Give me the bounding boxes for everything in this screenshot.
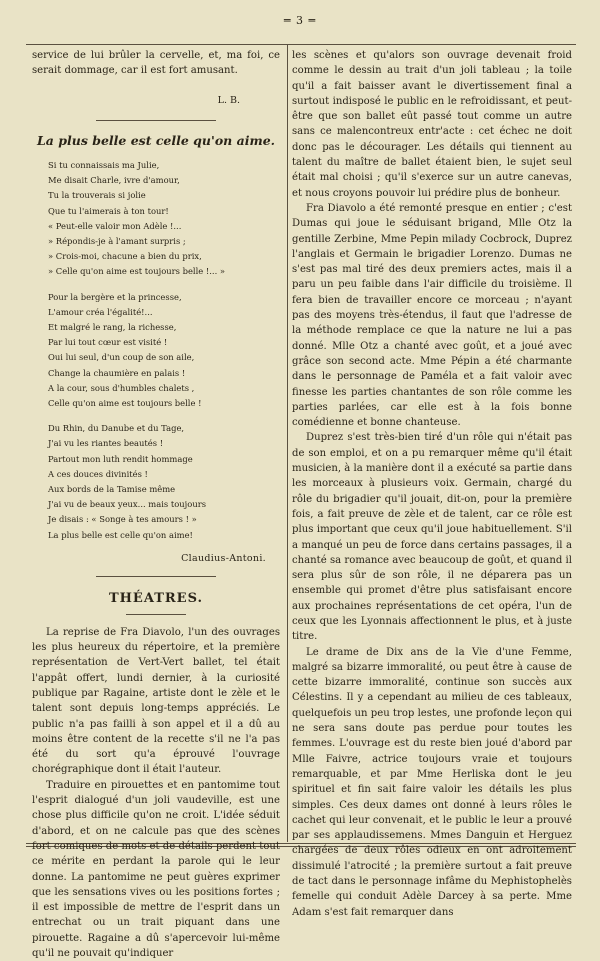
poem-stanza-1 — [48, 158, 280, 280]
article-paragraph: Traduire en pirouettes et en pantomime tout l'esprit dialogué d'un joli vaudeville, est une chose plus difficile qu'on ne croit. L'idée séduit d'abord, et on ne calcule pas que des scènes fort comiques de mots et de détails perdent tout ce mérite en perdant la parole qui le leur donne. La pantomime ne peut guères exprimer que les sensations vives ou les positions fortes ; il est impossible de mettre de l'esprit dans un entrechat ou un trait piquant dans une pirouette. Ragaine a dû s'apercevoir lui-même qu'il ne pouvait qu'indiquer — [32, 779, 280, 959]
poem-stanza-3 — [48, 421, 280, 543]
verse-line: Me disait Charle, ivre d'amour, — [48, 175, 180, 186]
verse-line: Et malgré le rang, la richesse, — [48, 321, 177, 332]
verse-line: Aux bords de la Tamise même — [48, 483, 176, 494]
verse-line: Tu la trouverais si jolie — [48, 190, 146, 201]
verse-line: La plus belle est celle qu'on aime! — [48, 529, 193, 540]
poem-title: La plus belle est celle qu'on aime. — [37, 132, 275, 148]
verse-line: Oui lui seul, d'un coup de son aile, — [48, 352, 195, 363]
separator-rule — [96, 576, 216, 577]
verse-line: Celle qu'on aime est toujours belle ! — [48, 397, 202, 408]
verse-line: « Peut-elle valoir mon Adèle !... — [48, 220, 182, 231]
verse-line: Si tu connaissais ma Julie, — [48, 159, 160, 170]
poem-signature: Claudius-Antoni. — [181, 552, 266, 564]
verse-line: A ces douces divinités ! — [48, 468, 148, 479]
verse-line: J'ai vu les riantes beautés ! — [48, 438, 164, 449]
verse-line: » Crois-moi, chacune a bien du prix, — [48, 251, 202, 262]
article-paragraph: Fra Diavolo a été remonté presque en entier ; c'est Dumas qui joue le séduisant brigand, Mlle Otz la gentille Zerbine, Mme Pepin milady Cocbrock, Duprez l'anglais et Germain le brigadier Lorenzo. Dumas ne s'est pas mal tiré des deux premiers actes, mais il a paru un peu faible dans l'air difficile du troisième. Il fera bien de travailler encore ce morceau ; n'ayant pas des moyens très-étendus, il faut que l'adresse de la méthode remplace ce que la nature ne lui a pas donné. Mlle Otz a chanté avec goût, et a joué avec grâce son second acte. Mme Pépin a été charmante dans le personnage de Paméla et a fait valoir avec finesse les parties chantantes de son rôle comme les parties parlées, car elle est à la fois bonne comédienne et bonne chanteuse. — [292, 202, 572, 429]
verse-line: A la cour, sous d'humbles chalets , — [48, 382, 195, 393]
poem-body — [48, 158, 280, 543]
left-column — [32, 48, 280, 961]
verse-line: Change la chaumière en palais ! — [48, 367, 186, 378]
article-paragraph: Le drame de Dix ans de la Vie d'une Femme, malgré sa bizarre immoralité, ou peut être à cause de cette bizarre immoralité, continue son succès aux Célestins. Il y a cependant au milieu de ces tableaux, quelquefois un peu trop lestes, une profonde leçon qui ne sera sans doute pas perdue pour toutes les femmes. L'ouvrage est du reste bien joué d'abord par Mlle Faivre, actrice toujours vraie et toujours remarquable, et par Mme Herliska dont le jeu spirituel et fin sait faire valoir les détails les plus simples. Ces deux dames ont donné à leurs rôles le cachet qui leur convenait, et le public le leur a prouvé par ses applaudissemens. Mmes Danguin et Herguez chargées de deux rôles odieux en ont adroitement dissimulé l'atrocité ; la première surtout a fait preuve de tact dans le personnage infâme du Mephistophelès femelle qui conduit Adèle Darcey à sa perte. Mme Adam s'est fait remarquer dans — [292, 646, 572, 918]
verse-line: Je disais : « Songe à tes amours ! » — [48, 514, 197, 525]
verse-line: L'amour créa l'égalité!... — [48, 306, 153, 317]
verse-line: J'ai vu de beaux yeux... mais toujours — [48, 499, 207, 510]
article-paragraph: La reprise de Fra Diavolo, l'un des ouvrages les plus heureux du répertoire, et la première représentation de Vert-Vert ballet, tel était l'appât offert, lundi dernier, à la curiosité publique par Ragaine, artiste dont le zèle et le talent sont depuis long-temps appréciés. Le public n'a pas failli à son appel et il a dû au moins être content de la recette s'il ne l'a pas été du sort qu'a éprouvé l'ouvrage chorégraphique dont il était l'auteur. — [32, 626, 280, 776]
page-number: ═ 3 ═ — [283, 14, 317, 27]
intro-signature: L. B. — [217, 94, 240, 106]
verse-line: Partout mon luth rendit hommage — [48, 453, 193, 464]
verse-line: » Celle qu'on aime est toujours belle !... » — [48, 266, 226, 277]
article-paragraph: Duprez s'est très-bien tiré d'un rôle qui n'était pas de son emploi, et on a pu remarquer même qu'il était musicien, à la manière dont il a exécuté sa partie dans les morceaux à plusieurs voix. Germain, chargé du rôle du brigadier qu'il jouait, dit-on, pour la première fois, a fait preuve de zèle et de talent, car ce rôle est plus important que ceux qu'il joue habituellement. S'il a manqué un peu de force dans certains passages, il a chanté sa romance avec beaucoup de goût, et quand il sera plus sûr de son rôle, il ne déparera pas un ensemble qui promet d'être plus satisfaisant encore aux prochaines représentations de cet opéra, l'un de ceux que les Lyonnais affectionnent le plus, et à juste titre. — [292, 432, 572, 643]
article-paragraph: les scènes et qu'alors son ouvrage devenait froid comme le dessin au trait d'un joli tableau ; la toile qu'il a fait baisser avant le divertissement final a surtout indisposé le public en le refroidissant, et peut-être que son ballet eût passé tout comme un autre sans ce malencontreux entr'acte : cet échec ne doit donc pas le décourager. Les détails qui tiennent au talent du maître de ballet étaient bien, le sujet seul était mal choisi ; qu'il s'exerce sur un autre canevas, et nous croyons pouvoir lui prédire plus de bonheur. — [292, 50, 572, 199]
column-divider — [287, 44, 288, 842]
title-underline — [126, 614, 186, 615]
poem-stanza-2 — [48, 290, 280, 412]
intro-paragraph: service de lui brûler la cervelle, et, ma foi, ce serait dommage, car il est fort amusant. — [32, 50, 280, 77]
verse-line: Par lui tout cœur est visité ! — [48, 337, 168, 348]
separator-rule — [96, 120, 216, 121]
verse-line: Que tu l'aimerais à ton tour! — [48, 205, 169, 216]
right-column — [292, 48, 572, 920]
verse-line: Du Rhin, du Danube et du Tage, — [48, 423, 185, 434]
section-title: THÉATRES. — [108, 590, 204, 606]
verse-line: Pour la bergère et la princesse, — [48, 291, 182, 302]
verse-line: » Répondis-je à l'amant surpris ; — [48, 235, 186, 246]
